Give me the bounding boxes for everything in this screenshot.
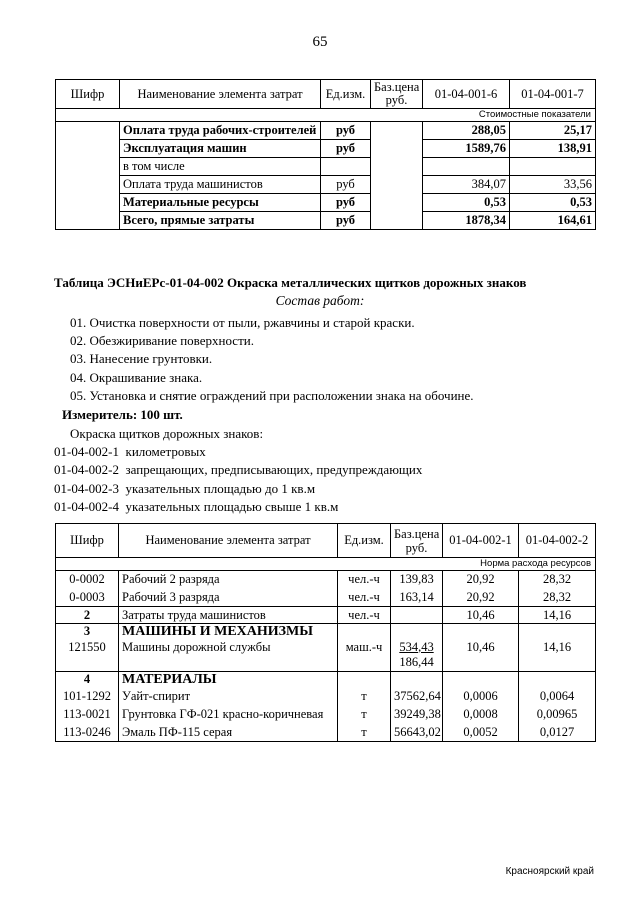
table-section-row: 3 МАШИНЫ И МЕХАНИЗМЫ: [56, 624, 596, 640]
resource-table: [55, 523, 596, 742]
page-number: 65: [312, 34, 328, 50]
col-header-code-a: 01-04-001-6: [423, 80, 510, 109]
col-header-name: Наименование элемента затрат: [120, 80, 321, 109]
table-row: 113-0021 Грунтовка ГФ-021 красно-коричневая т 39249,38 0,0008 0,00965: [56, 706, 596, 724]
table-row: 2 Затраты труда машинистов чел.-ч 10,46 14,16: [56, 607, 596, 624]
table-subheader: Норма расхода ресурсов: [56, 558, 596, 571]
table-section-row: 4 МАТЕРИАЛЫ: [56, 672, 596, 688]
work-item: 04. Окрашивание знака.: [70, 370, 203, 385]
col-header-code-b: 01-04-001-7: [510, 80, 596, 109]
table-row: Материальные ресурсы руб 0,53 0,53: [56, 194, 596, 212]
table-header-row: [56, 80, 596, 109]
table-row: в том числе: [56, 158, 596, 176]
measure-label: Измеритель: 100 шт.: [62, 407, 183, 422]
code-entry: 01-04-002-4 указательных площадью свыше 1 кв.м: [54, 499, 339, 514]
price-value-secondary: 186,44: [399, 654, 434, 669]
table-row: 121550 Машины дорожной службы маш.-ч 534,43 186,44 10,46 14,16: [56, 640, 596, 672]
code-entry: 01-04-002-2 запрещающих, предписывающих, предупреждающих: [54, 462, 423, 477]
col-header-code-b: 01-04-002-2: [519, 524, 596, 558]
table-row: 0-0003 Рабочий 3 разряда чел.-ч 163,14 20,92 28,32: [56, 589, 596, 607]
col-header-price: Баз.цена руб.: [371, 80, 423, 109]
work-item: 02. Обезжиривание поверхности.: [70, 333, 254, 348]
table-row: 101-1292 Уайт-спирит т 37562,64 0,0006 0,0064: [56, 688, 596, 706]
col-header-unit: Ед.изм.: [338, 524, 391, 558]
footer-region: Красноярский край: [505, 866, 594, 877]
table-row: Эксплуатация машин руб 1589,76 138,91: [56, 140, 596, 158]
table-subheader: Стоимостные показатели: [56, 109, 596, 122]
table-row: 0-0002 Рабочий 2 разряда чел.-ч 139,83 20,92 28,32: [56, 571, 596, 589]
col-header-code: Шифр: [56, 524, 119, 558]
table-header-row: [56, 524, 596, 558]
table-row: Оплата труда рабочих-строителей руб 288,05 25,17: [56, 122, 596, 140]
intro-text: Окраска щитков дорожных знаков:: [70, 426, 264, 441]
code-entry: 01-04-002-3 указательных площадью до 1 кв.м: [54, 481, 316, 496]
section-subtitle: Состав работ:: [275, 293, 365, 308]
section-title: Таблица ЭСНиЕРс-01-04-002 Окраска металлических щитков дорожных знаков: [54, 275, 527, 290]
cost-table: [55, 79, 596, 230]
work-item: 01. Очистка поверхности от пыли, ржавчины и старой краски.: [70, 315, 415, 330]
price-value: 534,43: [399, 639, 434, 654]
table-row: Оплата труда машинистов руб 384,07 33,56: [56, 176, 596, 194]
table-row: Всего, прямые затраты руб 1878,34 164,61: [56, 212, 596, 230]
col-header-unit: Ед.изм.: [321, 80, 371, 109]
col-header-price: Баз.цена руб.: [391, 524, 443, 558]
col-header-name: Наименование элемента затрат: [119, 524, 338, 558]
work-item: 05. Установка и снятие ограждений при расположении знака на обочине.: [70, 388, 474, 403]
work-item: 03. Нанесение грунтовки.: [70, 351, 213, 366]
code-entry: 01-04-002-1 километровых: [54, 444, 206, 459]
col-header-code-a: 01-04-002-1: [443, 524, 519, 558]
table-row: 113-0246 Эмаль ПФ-115 серая т 56643,02 0,0052 0,0127: [56, 724, 596, 742]
col-header-code: Шифр: [56, 80, 120, 109]
